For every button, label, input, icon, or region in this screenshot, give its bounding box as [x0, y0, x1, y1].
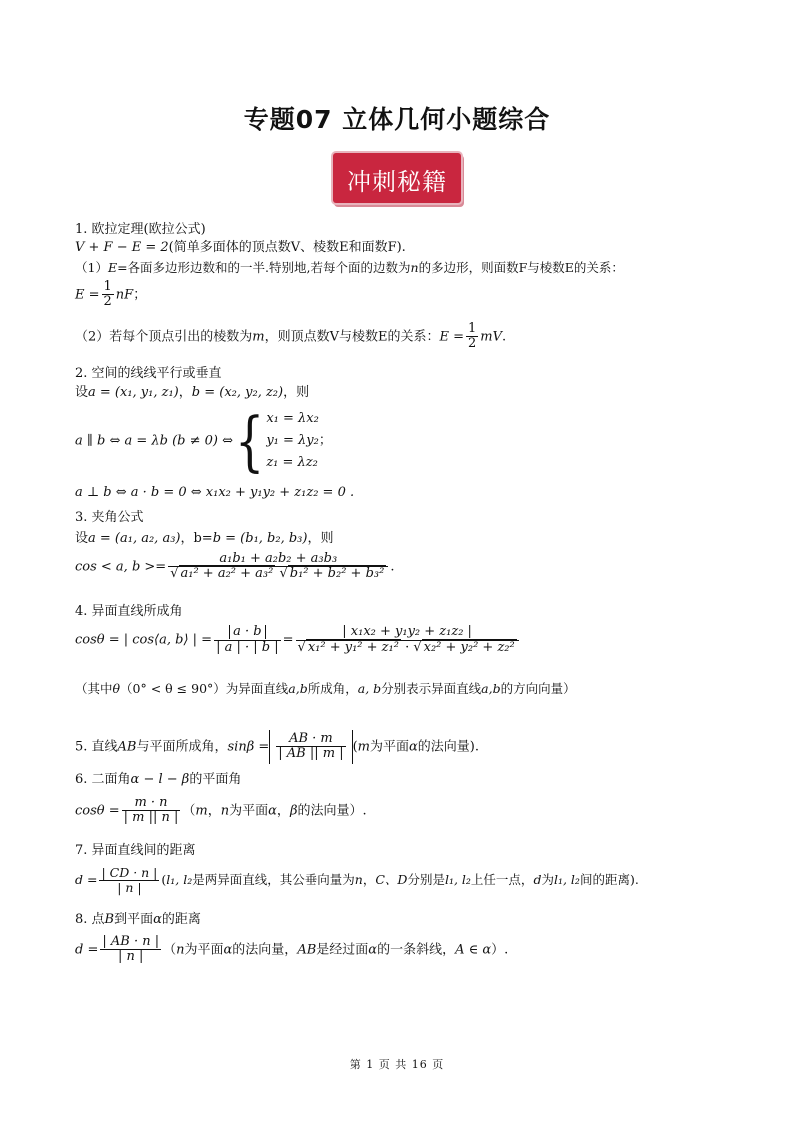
euler-note: (简单多面体的顶点数V、棱数E和面数F).	[168, 240, 406, 255]
s8-heading: 8. 点B到平面α的距离	[75, 912, 201, 927]
fraction: $\frac{m \cdot n}{| m || n |}$	[123, 795, 179, 826]
s4-formula: cosθ = | cos⟨a, b⟩ | = $\frac{a \cdot b}{| a | \cdot | b |}$ = $\frac{\text{| x₁x₂ + y₁y₂ + z₁z₂ |}}{\text{√ x₁² + y₁² + z₁² · √ x₂² + y₂² + z₂²}}$	[75, 625, 521, 655]
s3-formula: cos < a, b >= $\frac{\text{a₁b₁ + a₂b₂ + a₃b₃}}{\text{√ a₁² + a₂² + a₃² √ b₁² + b₂² + b₃²}}$ .	[75, 551, 395, 582]
euler-formula: V + F − E = 2	[75, 240, 169, 255]
s1-p1: （1）E=各面多边形边数和的一半.特别地,若每个面的边数为n的多边形，则面数F与棱数E的关系：	[75, 260, 624, 275]
s1-p1-formula: E = $\frac{1}{2}$ nF；	[75, 279, 147, 310]
s8-formula: d = $\frac{| AB \cdot n |}{| n |}$ （n为平面α的法向量，AB是经过面α的一条斜线，A ∈ α）.	[75, 934, 509, 965]
s1-heading: 1. 欧拉定理(欧拉公式)	[75, 222, 206, 237]
fraction: $\frac{1}{2}$	[468, 321, 477, 352]
fraction: $\frac{| AB \cdot n |}{| n |}$	[102, 934, 160, 965]
equation-system: x₁ = λx₂ y₁ = λy₂； z₁ = λz₂	[266, 411, 332, 470]
fraction: $\frac{\text{a₁b₁ + a₂b₂ + a₃b₃}}{\text{√ a₁² + a₂² + a₃² √ b₁² + b₂² + b₃²}}$	[168, 552, 388, 582]
fraction: $\frac{1}{2}$	[103, 279, 112, 310]
s7-formula: d = $\frac{| CD \cdot n |}{| n |}$ (l₁, l₂是两异面直线，其公垂向量为n，C、D分别是l₁, l₂上任一点，d为l₁, l₂间的距离).	[75, 865, 639, 895]
s6-heading: 6. 二面角α − l − β的平面角	[75, 772, 242, 787]
s2-setup: 设a = (x₁, y₁, z₁)，b = (x₂, y₂, z₂)，则	[75, 385, 310, 400]
s2-perp: a ⊥ b ⇔ a · b = 0 ⇔ x₁x₂ + y₁y₂ + z₁z₂ = 0 .	[75, 485, 355, 500]
s4-note: （其中θ（0° < θ ≤ 90°）为异面直线a,b所成角，a, b分别表示异面直线a,b的方向向量）	[75, 681, 576, 696]
s1-formula-line	[75, 239, 406, 257]
s2-parallel: a ∥ b ⇔ a = λb (b ≠ 0) ⇔{ x₁ = λx₂ y₁ = λy₂； z₁ = λz₂	[75, 403, 332, 479]
fraction: $\frac{a \cdot b}{| a | \cdot | b |}$	[216, 624, 279, 655]
page-footer: 第 1 页 共 16 页	[349, 1058, 445, 1071]
s2-heading: 2. 空间的线线平行或垂直	[75, 366, 222, 381]
stamp-badge	[333, 153, 461, 203]
s5-line: 5. 直线AB与平面所成角，sinβ = $\frac{AB \cdot m}{| AB || m |}$ (m为平面α的法向量).	[75, 730, 479, 764]
s7-heading: 7. 异面直线间的距离	[75, 843, 196, 858]
abs-value: $\frac{AB \cdot m}{| AB || m |}$	[269, 730, 352, 764]
left-brace: {	[235, 403, 265, 479]
s6-formula: cosθ = $\frac{m \cdot n}{| m || n |}$ （m，n为平面α，β的法向量）.	[75, 795, 367, 826]
s3-setup: 设a = (a₁, a₂, a₃)，b=b = (b₁, b₂, b₃)，则	[75, 531, 334, 546]
s4-heading: 4. 异面直线所成角	[75, 604, 183, 619]
fraction: $\frac{\text{| x₁x₂ + y₁y₂ + z₁z₂ |}}{\text{√ x₁² + y₁² + z₁² · √ x₂² + y₂² + z₂²}}$	[296, 625, 519, 655]
fraction: $\frac{| CD \cdot n |}{| n |}$	[101, 865, 158, 895]
page-title: 专题07 立体几何小题综合	[243, 105, 551, 134]
s3-heading: 3. 夹角公式	[75, 510, 144, 525]
s1-p2: （2）若每个顶点引出的棱数为m，则顶点数V与棱数E的关系：E = $\frac{1}{2}$ mV.	[75, 321, 507, 352]
stamp-text: 冲刺秘籍	[347, 168, 447, 196]
